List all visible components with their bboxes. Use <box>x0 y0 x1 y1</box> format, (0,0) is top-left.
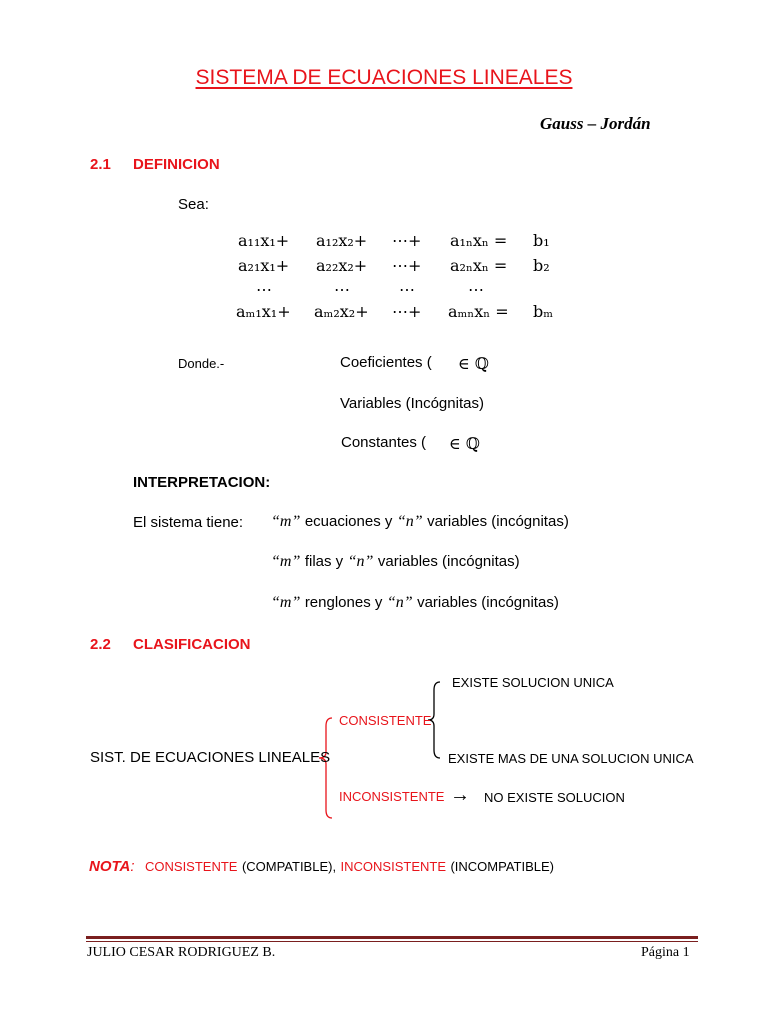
sist-label: SIST. DE ECUACIONES LINEALES <box>90 749 331 766</box>
eq-term: a₂₁x₁+ <box>238 256 290 275</box>
eq-term: ⋯+ <box>392 256 422 275</box>
m-symbol: “m” <box>271 553 301 570</box>
eq-term: ⋯ <box>399 280 415 299</box>
eq-term: ⋯ <box>468 280 484 299</box>
page-subtitle: Gauss – Jordán <box>540 114 651 133</box>
interpretation-line: “m” renglones y “n” variables (incógnitas) <box>271 594 559 611</box>
eq-term: ⋯ <box>256 280 272 299</box>
eq-term: b₂ <box>533 256 550 275</box>
eq-term: aₘ₂x₂+ <box>314 302 369 321</box>
interpretation-line: “m” ecuaciones y “n” variables (incógnitas) <box>271 513 569 530</box>
inconsistente-label: INCONSISTENTE <box>339 789 445 804</box>
m-symbol: “m” <box>271 594 301 611</box>
page-title: SISTEMA DE ECUACIONES LINEALES <box>195 66 573 89</box>
sea-label: Sea: <box>178 196 209 213</box>
donde-label: Donde.- <box>178 356 225 371</box>
eq-term: aₘₙxₙ = <box>448 302 509 321</box>
eq-term: a₂₂x₂+ <box>316 256 368 275</box>
eq-term: a₂ₙxₙ = <box>450 256 508 275</box>
coeficientes-label: Coeficientes ( <box>340 354 432 371</box>
section-number: 2.2 <box>90 636 111 653</box>
page-number: Página 1 <box>641 945 690 960</box>
footer-rule <box>86 941 698 942</box>
consistente-label: CONSISTENTE <box>339 713 432 728</box>
mas-de-una-solucion: EXISTE MAS DE UNA SOLUCION UNICA <box>448 751 694 766</box>
nota-label: NOTA <box>89 858 131 875</box>
eq-term: a₁ₙxₙ = <box>450 231 508 250</box>
rationals-symbol: ∈ ℚ <box>449 434 480 453</box>
eq-term: bₘ <box>533 302 554 321</box>
section-title: CLASIFICACION <box>133 636 251 653</box>
nota-line: NOTA: CONSISTENTE (COMPATIBLE), INCONSISTENTE (INCOMPATIBLE) <box>89 858 554 875</box>
m-symbol: “m” <box>271 513 301 530</box>
interpretation-line: “m” filas y “n” variables (incógnitas) <box>271 553 520 570</box>
no-existe-solucion: NO EXISTE SOLUCION <box>484 790 625 805</box>
solucion-unica: EXISTE SOLUCION UNICA <box>452 675 614 690</box>
constantes-label: Constantes ( <box>341 434 427 451</box>
eq-term: ⋯+ <box>392 231 422 250</box>
section-title: DEFINICION <box>133 156 220 173</box>
n-symbol: “n” <box>396 513 423 530</box>
eq-term: b₁ <box>533 231 550 250</box>
variables-label: Variables (Incógnitas) <box>340 395 484 412</box>
eq-term: aₘ₁x₁+ <box>236 302 291 321</box>
eq-term: ⋯ <box>334 280 350 299</box>
eq-term: ⋯+ <box>392 302 422 321</box>
n-symbol: “n” <box>386 594 413 611</box>
eq-term: a₁₁x₁+ <box>238 231 290 250</box>
footer-rule <box>86 936 698 939</box>
rationals-symbol: ∈ ℚ <box>458 354 489 373</box>
interpretacion-heading: INTERPRETACION: <box>133 474 271 491</box>
eq-term: a₁₂x₂+ <box>316 231 368 250</box>
section-number: 2.1 <box>90 156 111 173</box>
footer-author: JULIO CESAR RODRIGUEZ B. <box>87 945 276 960</box>
sistema-tiene-label: El sistema tiene: <box>133 514 244 531</box>
n-symbol: “n” <box>347 553 374 570</box>
arrow-right-icon: → <box>450 784 470 806</box>
